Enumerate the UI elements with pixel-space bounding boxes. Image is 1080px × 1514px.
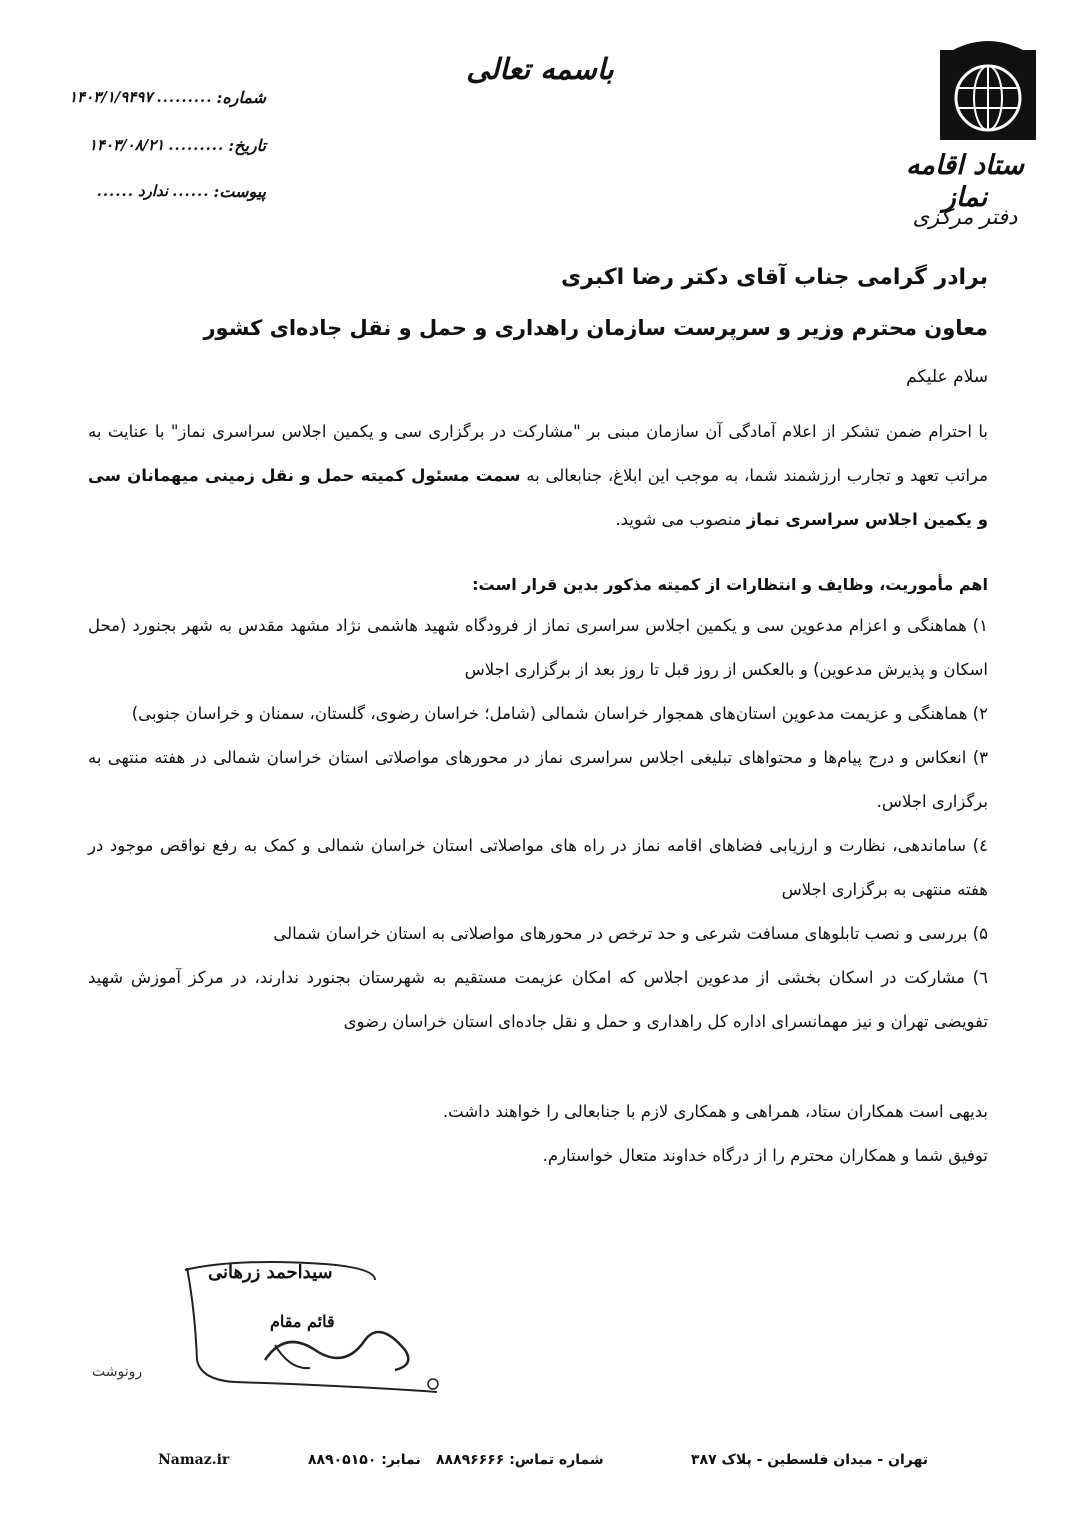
footer-website[interactable]: Namaz.ir bbox=[158, 1452, 230, 1468]
letter-date: تاریخ: ......... ۱۴۰۳/۰۸/۲۱ bbox=[88, 136, 266, 155]
footer-fax bbox=[308, 1452, 421, 1468]
greeting: سلام علیکم bbox=[906, 367, 988, 387]
cc-label: رونوشت bbox=[92, 1364, 143, 1380]
recipient-title: معاون محترم وزیر و سرپرست سازمان راهداری و حمل و نقل جاده‌ای کشور bbox=[203, 316, 988, 340]
letter-attachment: پیوست: ...... ندارد ...... bbox=[96, 182, 266, 201]
intro-paragraph bbox=[88, 410, 988, 542]
signer-title: قائم مقام bbox=[270, 1312, 335, 1331]
letter-number: شماره: ......... ۱۴۰۳/۱/۹۴۹۷ bbox=[68, 88, 266, 107]
phone-label: شماره تماس: bbox=[509, 1452, 604, 1468]
intro-bold-text: سمت مسئول کمیته حمل و نقل زمینی میهمانان سی و یکمین اجلاس سراسری نماز bbox=[88, 466, 988, 529]
duties-heading: اهم مأموریت، وظایف و انتظارات از کمیته مذکور بدین قرار است: bbox=[472, 575, 988, 594]
duty-item: ۲) هماهنگی و عزیمت مدعوین استان‌های همجوار خراسان شمالی (شامل؛ خراسان رضوی، گلستان، سمنان و خراسان جنوبی) bbox=[131, 704, 988, 723]
date-label: تاریخ: bbox=[228, 136, 266, 155]
duty-item: ٦) مشارکت در اسکان بخشی از مدعوین اجلاس که امکان عزیمت مستقیم به شهرستان بجنورد ندارند، در مرکز آموزش شهید تفویضی تهران و نیز مهمانسرای اداره کل راهداری و حمل و نقل جاده‌ای استان خراسان رضوی bbox=[88, 968, 988, 1031]
org-unit: دفتر مرکزی bbox=[912, 205, 1018, 229]
phone-value: ۸۸۸۹۶۶۶۶ bbox=[436, 1452, 505, 1468]
attachment-label: پیوست: bbox=[213, 182, 266, 201]
basmala: باسمه تعالی bbox=[466, 52, 614, 86]
number-label: شماره: bbox=[216, 88, 266, 107]
intro-text-1: با احترام ضمن تشکر از اعلام آمادگی آن سازمان مبنی بر "مشارکت در برگزاری سی و یکمین اجلاس سراسری نماز" با عنایت به مراتب تعهد و تجارب ارزشمند شما، به موجب این ابلاغ، جنابعالی به bbox=[88, 422, 988, 485]
date-value: ۱۴۰۳/۰۸/۲۱ bbox=[88, 136, 165, 154]
duty-item: ۳) انعکاس و درج پیام‌ها و محتواهای تبلیغی اجلاس سراسری نماز در محورهای مواصلاتی استان خراسان شمالی در هفته منتهی به برگزاری اجلاس. bbox=[88, 748, 988, 811]
attachment-value: ندارد bbox=[137, 182, 169, 200]
closing-line: توفیق شما و همکاران محترم را از درگاه خداوند متعال خواستارم. bbox=[542, 1146, 988, 1165]
fax-value: ۸۸۹۰۵۱۵۰ bbox=[308, 1452, 377, 1468]
fax-label: نمابر: bbox=[381, 1452, 421, 1468]
footer-address: تهران - میدان فلسطین - پلاک ۳۸۷ bbox=[691, 1452, 928, 1468]
intro-text-2: منصوب می شوید. bbox=[615, 510, 747, 529]
duties-list bbox=[88, 604, 988, 1044]
footer-phone bbox=[436, 1452, 604, 1468]
duty-item: ۵) بررسی و نصب تابلوهای مسافت شرعی و حد ترخص در محورهای مواصلاتی به استان خراسان شمالی bbox=[273, 924, 988, 943]
number-value: ۱۴۰۳/۱/۹۴۹۷ bbox=[68, 88, 153, 106]
duty-item: ۱) هماهنگی و اعزام مدعوین سی و یکمین اجلاس سراسری نماز از فرودگاه شهید هاشمی نژاد مشهد مقدس به شهر بجنورد (محل اسکان و پذیرش مدعوین) و بالعکس از روز قبل تا روز بعد از برگزاری اجلاس bbox=[88, 616, 988, 679]
org-name: ستاد اقامه نماز bbox=[906, 150, 1024, 214]
signer-name: سیداحمد زرهانی bbox=[208, 1262, 333, 1283]
org-logo bbox=[940, 32, 1036, 140]
closing bbox=[88, 1090, 988, 1178]
recipient-name: برادر گرامی جناب آقای دکتر رضا اکبری bbox=[561, 265, 988, 290]
duty-item: ٤) ساماندهی، نظارت و ارزیابی فضاهای اقامه نماز در راه های مواصلاتی استان خراسان شمالی و کمک به رفع نواقص موجود در هفته منتهی به برگزاری اجلاس bbox=[88, 836, 988, 899]
closing-line: بدیهی است همکاران ستاد، همراهی و همکاری لازم با جنابعالی را خواهند داشت. bbox=[442, 1102, 988, 1121]
